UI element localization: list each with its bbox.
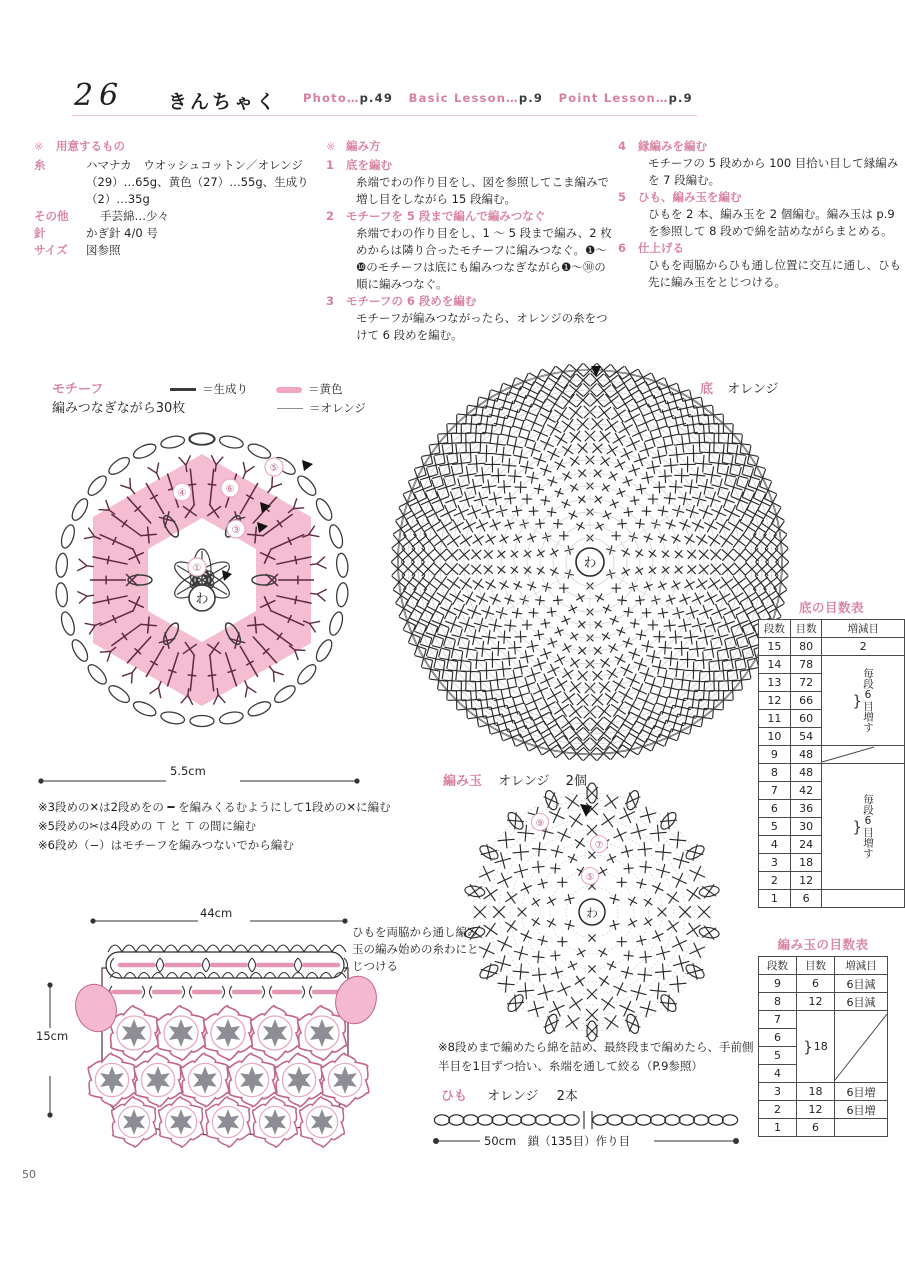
ball-chart-qty: 2個 [565, 774, 587, 789]
ball-note: ※8段めまで編めたら綿を詰め、最終段まで編めたら、手前側半目を1目ずつ拾い、糸端を通して絞る（P.9参照） [438, 1040, 754, 1073]
step-number-4: 4 [618, 139, 627, 153]
cell-change: 6目増 [835, 1083, 888, 1101]
step-title-1: 底を編む [346, 158, 392, 172]
ref-dots: … [655, 91, 669, 105]
cell-stitches: 60 [790, 710, 822, 728]
bag-note: ひもを両脇から通し編み玉の編み始めの糸わにとじつける [352, 925, 479, 973]
method-step [618, 138, 903, 155]
ref-basic-page[interactable]: p.9 [518, 91, 544, 105]
cord-dimension-label: 50cm 鎖（135目）作り目 [484, 1134, 631, 1148]
bag-width-label: 44cm [200, 906, 233, 920]
table-row [759, 746, 905, 764]
step-body-5: ひもを 2 本、編み玉を 2 個編む。編み玉は p.9 を参照して 8 段めで綿を詰めながらまとめる。 [648, 207, 895, 238]
ball-chart-color: オレンジ [498, 774, 550, 789]
ref-point-label: Point Lesson [558, 91, 656, 105]
cell-row: 1 [759, 1119, 797, 1137]
bottom-chart-title: 底 [700, 382, 714, 397]
cell-row: 9 [759, 975, 797, 993]
cell-row: 6 [759, 800, 791, 818]
materials-value-other: 手芸綿…少々 [100, 209, 169, 223]
table-header-row [759, 957, 888, 975]
cell-stitches: 6 [797, 975, 835, 993]
cell-stitches: 18 [790, 854, 822, 872]
th-row: 段数 [759, 620, 791, 638]
step-body-3: モチーフが編みつながったら、オレンジの糸をつけて 6 段めを編む。 [356, 311, 608, 342]
motif-note-3: ※6段め（−）はモチーフを編みつないでから編む [38, 838, 294, 852]
cell-stitches: 30 [790, 818, 822, 836]
cell-change: 6目減 [835, 993, 888, 1011]
bottom-chart-caption [700, 378, 779, 397]
materials-row [34, 208, 324, 225]
bag-height-value: 15cm [36, 1029, 69, 1043]
step-title-4: 縁編みを編む [638, 139, 707, 153]
step-number-6: 6 [618, 241, 627, 255]
cell-diagonal [835, 1011, 888, 1083]
cell-row: 3 [759, 1083, 797, 1101]
method-step [326, 208, 616, 225]
round-label-5: ⑤ [269, 463, 279, 474]
bottom-count-table-wrap [758, 598, 905, 908]
ref-photo-label: Photo [303, 91, 347, 105]
table-row [759, 656, 905, 674]
legend-label-orange: ＝オレンジ [309, 401, 366, 415]
cell-group-upper: } 毎段6目増す [822, 656, 905, 746]
bottom-center-symbol: わ [583, 556, 597, 571]
cell-group-value: } 18 [797, 1011, 835, 1083]
round-label-1: ① [192, 563, 202, 574]
round-label-6: ⑥ [225, 484, 235, 495]
cell-stitches: 48 [790, 746, 822, 764]
cell-change: 6目減 [835, 975, 888, 993]
th-stitches: 目数 [790, 620, 822, 638]
motif-chart [30, 432, 375, 762]
materials-heading: 用意するもの [56, 139, 125, 153]
page-title: きんちゃく [168, 91, 279, 113]
legend-swatch-solid-dark-icon [170, 388, 196, 391]
step-body-4: モチーフの 5 段めから 100 目拾い目して縁編みを 7 段編む。 [648, 156, 899, 187]
cord-qty: 2本 [556, 1089, 578, 1104]
method-heading-row [326, 138, 616, 155]
materials-row [34, 242, 324, 259]
bag-top-edging [108, 945, 346, 952]
cell-change: 6目増 [835, 1101, 888, 1119]
cell-row: 7 [759, 782, 791, 800]
motif-center-symbol: わ [195, 592, 209, 607]
table-row [759, 975, 888, 993]
bag-height-dim-svg [40, 980, 60, 1120]
cell-row: 4 [759, 1065, 797, 1083]
bottom-chart-svg [395, 362, 785, 762]
cell-stitches: 66 [790, 692, 822, 710]
ball-center-symbol: わ [585, 906, 599, 920]
cell-row: 4 [759, 836, 791, 854]
cell-stitches: 72 [790, 674, 822, 692]
cell-row: 2 [759, 1101, 797, 1119]
legend-item-orange [277, 399, 366, 418]
materials-row [34, 225, 324, 242]
ball-chart [468, 790, 716, 1035]
motif-note-2: ※5段めの✂は4段めの ⊤ と ⊤ の間に編む [38, 819, 257, 833]
legend-item-natural [170, 380, 248, 399]
motif-chart-svg [30, 432, 375, 762]
legend-swatch-thin-gray-icon [277, 408, 303, 410]
page-number: 50 [22, 1168, 36, 1181]
cord-caption [441, 1085, 578, 1104]
method-step [618, 240, 903, 257]
step-number-3: 3 [326, 294, 335, 308]
cell-row: 10 [759, 728, 791, 746]
section-mark-icon: ※ [326, 140, 336, 153]
header-reference-links [303, 91, 693, 105]
bag-motif-rows [88, 1006, 368, 1147]
motif-note-1: ※3段めの✕は2段めをの ━ を編みくるむようにして1段めの✕に編む [38, 800, 391, 814]
motif-subtitle: 編みつなぎながら30枚 [52, 401, 186, 416]
cell-row: 15 [759, 638, 791, 656]
step-title-6: 仕上げる [638, 241, 684, 255]
cell-diagonal [822, 746, 905, 764]
motif-notes [38, 798, 408, 855]
table-header-row [759, 620, 905, 638]
cell-row: 1 [759, 890, 791, 908]
section-mark-icon: ※ [34, 140, 44, 153]
cord-chain-svg [432, 1108, 742, 1134]
method-step [326, 157, 616, 174]
step-body-1: 糸端でわの作り目をし、図を参照してこま編みで増し目をしながら 15 段編む。 [356, 175, 609, 206]
materials-value-size: 図参照 [86, 243, 121, 257]
ref-point-page[interactable]: p.9 [668, 91, 693, 105]
cell-row: 12 [759, 692, 791, 710]
step-number-2: 2 [326, 209, 335, 223]
method-block-right [618, 138, 903, 291]
method-heading: 編み方 [346, 139, 381, 153]
round-label-4: ④ [177, 488, 187, 499]
table-row [759, 638, 905, 656]
legend-item-yellow [276, 380, 343, 399]
step-title-5: ひも、編み玉を編む [638, 190, 742, 204]
legend-label-natural: ＝生成り [202, 382, 248, 396]
ball-chart-svg [468, 790, 716, 1035]
bottom-chart [395, 362, 785, 762]
ball-round-label-7: ⑦ [594, 840, 604, 851]
round-label-3: ③ [231, 525, 241, 536]
ball-chart-title: 編み玉 [443, 774, 483, 789]
bottom-count-table-title: 底の目数表 [798, 600, 864, 615]
step-number-1: 1 [326, 158, 335, 172]
ref-dots: … [346, 91, 360, 105]
table-row [759, 1119, 888, 1137]
cell-row: 8 [759, 764, 791, 782]
cell-change: 2 [822, 638, 905, 656]
cell-row: 7 [759, 1011, 797, 1029]
pattern-number: 26 [74, 78, 125, 113]
motif-caption [52, 380, 185, 418]
materials-row [34, 157, 324, 208]
step-title-2: モチーフを 5 段まで編んで編みつなぐ [346, 209, 546, 223]
cell-row: 14 [759, 656, 791, 674]
motif-dimension-label: 5.5cm [170, 764, 206, 778]
bag-illustration [88, 930, 363, 1150]
cell-group-lower: } 毎段6目増す [822, 764, 905, 890]
cell-stitches: 12 [797, 993, 835, 1011]
cell-row: 5 [759, 1047, 797, 1065]
table-row [759, 890, 905, 908]
ball-round-label-9: ⑨ [535, 818, 545, 829]
bag-illustration-svg [88, 930, 363, 1150]
legend-label-yellow: ＝黄色 [308, 382, 343, 396]
materials-key-hook: 針 [34, 226, 46, 240]
cell-row: 9 [759, 746, 791, 764]
table-row [759, 1011, 888, 1029]
cord-chain-diagram [432, 1108, 742, 1134]
cell-stitches: 54 [790, 728, 822, 746]
bottom-chart-color: オレンジ [727, 382, 779, 397]
cell-stitches: 18 [797, 1083, 835, 1101]
ref-photo-page[interactable]: p.49 [359, 91, 394, 105]
cell-stitches: 24 [790, 836, 822, 854]
cell-stitches: 12 [797, 1101, 835, 1119]
cell-row: 13 [759, 674, 791, 692]
cord-title: ひも [441, 1089, 468, 1104]
step-body-2: 糸端でわの作り目をし、1 〜 5 段まで編み、2 枚めからは隣り合ったモチーフに編みつなぐ。❶〜❿のモチーフは底にも編みつなぎながら❶〜㉚の順に編みつなぐ。 [356, 226, 612, 291]
ref-dots: … [506, 91, 519, 105]
bottom-count-table [758, 619, 905, 908]
cell-stitches: 6 [797, 1119, 835, 1137]
step-body-6: ひもを両脇からひも通し位置に交互に通し、ひも先に編み玉をとじつける。 [648, 258, 901, 289]
bag-height-label [36, 1029, 69, 1043]
materials-value-yarn: ハマナカ ウオッシュコットン／オレンジ（29）…65g、黄色（27）…55g、生成り（2）…35g [86, 158, 309, 206]
motif-title: モチーフ [52, 382, 104, 397]
legend-swatch-pink-bar-icon [276, 387, 302, 393]
method-step [326, 293, 616, 310]
cell-row: 3 [759, 854, 791, 872]
ball-round-label-5: ⑤ [585, 872, 595, 883]
bag-height-dimension [40, 980, 60, 1120]
ball-count-table-title: 編み玉の目数表 [777, 937, 869, 952]
th-stitches: 目数 [797, 957, 835, 975]
cell-row: 2 [759, 872, 791, 890]
method-step [618, 189, 903, 206]
step-title-3: モチーフの 6 段めを編む [346, 294, 477, 308]
materials-key-yarn: 糸 [34, 158, 46, 172]
table-row [759, 1083, 888, 1101]
cell-row: 5 [759, 818, 791, 836]
th-change: 増減目 [822, 620, 905, 638]
materials-key-other: その他 [34, 209, 69, 223]
cell-stitches: 48 [790, 764, 822, 782]
materials-heading-row [34, 138, 324, 155]
materials-block [34, 138, 324, 259]
table-row [759, 993, 888, 1011]
materials-key-size: サイズ [34, 243, 68, 257]
cell-stitches: 12 [790, 872, 822, 890]
cell-stitches: 6 [790, 890, 822, 908]
table-row [759, 1101, 888, 1119]
header-divider [72, 115, 697, 116]
th-row: 段数 [759, 957, 797, 975]
ball-count-table-wrap [758, 935, 888, 1137]
cell-row: 11 [759, 710, 791, 728]
method-block-left [326, 138, 616, 344]
cord-color: オレンジ [487, 1089, 539, 1104]
cell-row: 6 [759, 1029, 797, 1047]
ref-basic-label: Basic Lesson [408, 91, 507, 105]
ball-chart-caption [443, 770, 587, 789]
ball-count-table [758, 956, 888, 1137]
cell-stitches: 80 [790, 638, 822, 656]
cell-change [822, 890, 905, 908]
motif-legend [170, 380, 366, 418]
cell-stitches: 36 [790, 800, 822, 818]
cell-row: 8 [759, 993, 797, 1011]
table-row [759, 764, 905, 782]
th-change: 増減目 [835, 957, 888, 975]
materials-value-hook: かぎ針 4/0 号 [86, 226, 158, 240]
cell-stitches: 78 [790, 656, 822, 674]
step-number-5: 5 [618, 190, 627, 204]
cell-stitches: 42 [790, 782, 822, 800]
cell-change [835, 1119, 888, 1137]
